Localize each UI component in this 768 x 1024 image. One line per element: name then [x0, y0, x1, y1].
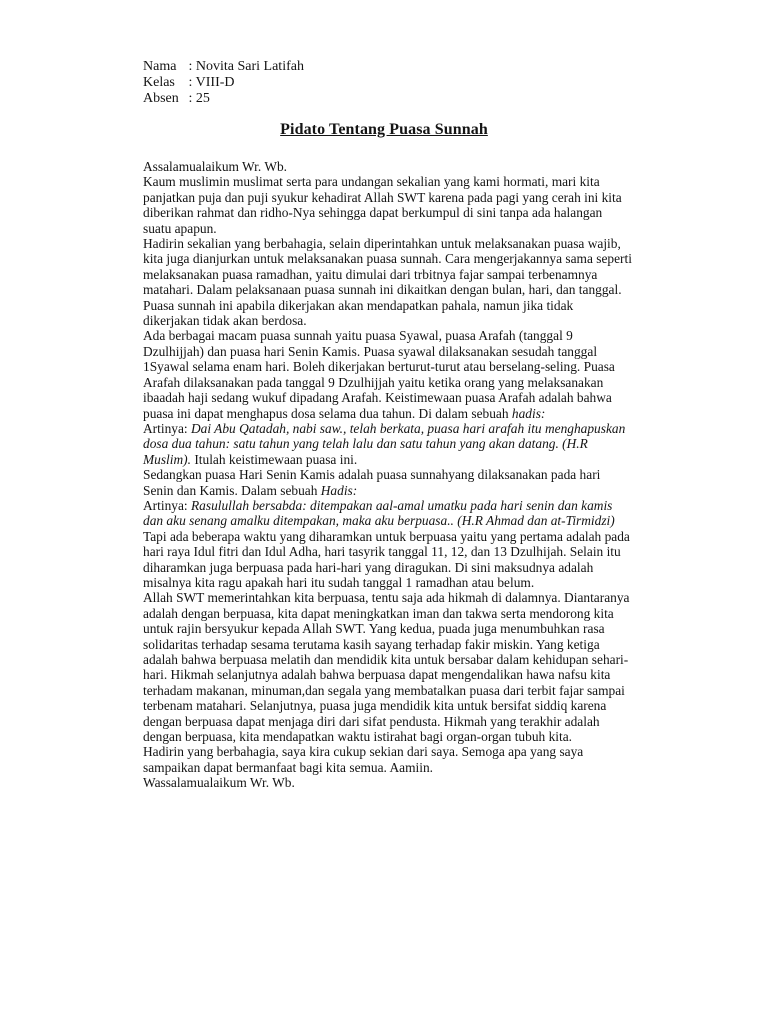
text-segment: Allah SWT memerintahkan kita berpuasa, tentu saja ada hikmah di dalamnya. Diantaranya [143, 590, 630, 606]
number-row [143, 91, 304, 107]
text-line [143, 698, 691, 713]
text-segment: ibaadah haji sedang wukuf dipadang Arafah. Keistimewaan puasa Arafah adalah bahwa [143, 390, 612, 406]
text-segment: hari. Hikmah selanjutnya adalah bahwa berpuasa dapat mengendalikan hawa nafsu kita [143, 667, 611, 683]
text-segment: Itulah keistimewaan puasa ini. [190, 451, 358, 467]
text-line [143, 282, 691, 297]
speech-body [143, 159, 691, 791]
text-segment: panjatkan puja dan puji syukur kehadirat Allah SWT karena pada pagi yang cerah ini kita [143, 189, 622, 205]
text-segment: 1Syawal selama enam hari. Boleh dikerjakan berturut-turut atau berselang-seling. Puasa [143, 359, 615, 375]
text-segment: kita juga dianjurkan untuk melaksanakan puasa sunnah. Cara mengerjakannya sama seperti [143, 251, 632, 267]
name-value: : Novita Sari Latifah [188, 59, 304, 74]
text-line [143, 421, 691, 436]
text-segment: Wassalamualaikum Wr. Wb. [143, 775, 295, 791]
text-line [143, 652, 691, 667]
text-segment: hari raya Idul fitri dan Idul Adha, hari tasyrik tanggal 11, 12, dan 13 Dzulhijah. Selain itu [143, 544, 621, 560]
text-segment: adalah bahwa berpuasa melatih dan mendidik kita untuk bersabar dalam kehidupan sehari- [143, 652, 629, 667]
text-line [143, 667, 691, 682]
text-segment: adalah dengan berpuasa, kita dapat meningkatkan iman dan takwa serta mendorong kita [143, 605, 614, 621]
text-line [143, 159, 691, 174]
text-line [143, 560, 691, 575]
text-segment: Hadirin yang berbahagia, saya kira cukup sekian dari saya. Semoga apa yang saya [143, 744, 584, 760]
text-segment: suatu apapun. [143, 220, 217, 236]
text-segment: Puasa sunnah ini apabila dikerjakan akan mendapatkan pahala, namun jika tidak [143, 297, 574, 313]
italic-segment: Hadis: [320, 482, 358, 498]
text-segment: Artinya: [143, 420, 191, 436]
text-line [143, 590, 691, 605]
text-line [143, 637, 691, 652]
text-segment: Assalamualaikum Wr. Wb. [143, 159, 288, 174]
name-row [143, 59, 304, 75]
text-segment: Senin dan Kamis. Dalam sebuah [143, 482, 321, 498]
text-line [143, 621, 691, 636]
italic-segment: Muslim). [143, 451, 191, 467]
page-title: Pidato Tentang Puasa Sunnah [280, 121, 488, 138]
text-line [143, 251, 691, 266]
student-info [143, 59, 304, 107]
text-segment: dengan berpuasa dapat menjaga diri dari sifat pendusta. Hikmah yang terakhir adalah [143, 713, 600, 729]
text-segment: Kaum muslimin muslimat serta para undangan sekalian yang kami hormati, mari kita [143, 174, 600, 190]
text-segment: Artinya: [143, 497, 191, 513]
text-line [143, 606, 691, 621]
text-line [143, 359, 691, 374]
text-segment: Hadirin sekalian yang berbahagia, selain diperintahkan untuk melaksanakan puasa wajib, [143, 236, 621, 252]
text-segment: puasa ini dapat menghapus dosa selama dua tahun. Di dalam sebuah [143, 405, 512, 421]
italic-segment: dosa dua tahun: satu tahun yang telah lalu dan satu tahun yang akan datang. (H.R [143, 436, 588, 452]
class-value: : VIII-D [188, 75, 235, 90]
text-line [143, 190, 691, 205]
text-line [143, 375, 691, 390]
text-segment: melaksanakan puasa ramadhan, yaitu dimulai dari trbitnya fajar sampai terbenamnya [143, 266, 598, 282]
name-label: Nama [143, 59, 177, 74]
text-line [143, 436, 691, 451]
text-line [143, 452, 691, 467]
text-segment: Arafah dilaksanakan pada tanggal 9 Dzulhijjah yaitu ketika orang yang melaksanakan [143, 374, 604, 390]
text-line [143, 328, 691, 343]
text-segment: matahari. Dalam pelaksanaan puasa sunnah ini dikaitkan dengan bulan, hari, dan tanggal. [143, 282, 622, 298]
text-line [143, 390, 691, 405]
text-line [143, 236, 691, 251]
text-segment: Sedangkan puasa Hari Senin Kamis adalah puasa sunnahyang dilaksanakan pada hari [143, 467, 601, 483]
italic-segment: dan aku senang amalku ditempakan, maka aku berpuasa.. (H.R Ahmad dan at-Tirmidzi) [143, 513, 615, 529]
text-segment: diberikan rahmat dan ridho-Nya sehingga dapat berkumpul di sini tanpa ada halangan [143, 205, 603, 221]
text-line [143, 221, 691, 236]
class-row [143, 75, 304, 91]
text-line [143, 683, 691, 698]
class-label: Kelas [143, 75, 175, 90]
text-line [143, 529, 691, 544]
text-segment: terhadam makanan, minuman,dan segala yang membatalkan puasa dari terbit fajar sampai [143, 682, 625, 698]
text-line [143, 744, 691, 759]
text-line [143, 483, 691, 498]
text-segment: sampaikan dapat bermanfaat bagi kita semua. Aamiin. [143, 759, 434, 775]
number-value: : 25 [188, 91, 210, 106]
text-line [143, 205, 691, 220]
text-line [143, 760, 691, 775]
text-line [143, 513, 691, 528]
text-line [143, 313, 691, 328]
text-segment: diharamkan juga berpuasa pada hari-hari yang diragukan. Di sini maksudnya adalah [143, 559, 594, 575]
text-segment: dengan berpuasa, kita mendapatkan waktu istirahat bagi organ-organ tubuh kita. [143, 729, 572, 745]
text-line [143, 544, 691, 559]
text-segment: Tapi ada beberapa waktu yang diharamkan untuk berpuasa yaitu yang pertama adalah pada [143, 528, 630, 544]
text-line [143, 575, 691, 590]
text-segment: Ada berbagai macam puasa sunnah yaitu puasa Syawal, puasa Arafah (tanggal 9 [143, 328, 573, 344]
text-segment: dikerjakan tidak akan berdosa. [143, 313, 307, 329]
text-line [143, 498, 691, 513]
number-label: Absen [143, 91, 179, 106]
text-line [143, 298, 691, 313]
italic-segment: hadis: [511, 405, 546, 421]
text-line [143, 729, 691, 744]
text-line [143, 344, 691, 359]
text-segment: untuk rajin bersyukur kepada Allah SWT. Yang kedua, puada juga menumbuhkan rasa [143, 621, 605, 637]
text-line [143, 267, 691, 282]
text-line [143, 406, 691, 421]
text-segment: terbenam matahari. Selanjutnya, puasa juga mendidik kita untuk bersifat siddiq karena [143, 698, 607, 714]
text-line [143, 775, 691, 790]
text-line [143, 467, 691, 482]
italic-segment: Dai Abu Qatadah, nabi saw., telah berkata, puasa hari arafah itu menghapuskan [190, 420, 626, 436]
italic-segment: Rasulullah bersabda: ditempakan aal-amal umatku pada hari senin dan kamis [190, 497, 613, 513]
text-segment: misalnya kita ragu apakah hari itu sudah tanggal 1 ramadhan atau belum. [143, 574, 535, 590]
text-line [143, 174, 691, 189]
text-segment: Dzulhijjah) dan puasa hari Senin Kamis. Puasa syawal dilaksanakan sesudah tanggal [143, 343, 598, 359]
text-segment: solidaritas terhadap sesama terutama kasih sayang terhadap fakir miskin. Yang ketiga [143, 636, 600, 652]
text-line [143, 714, 691, 729]
